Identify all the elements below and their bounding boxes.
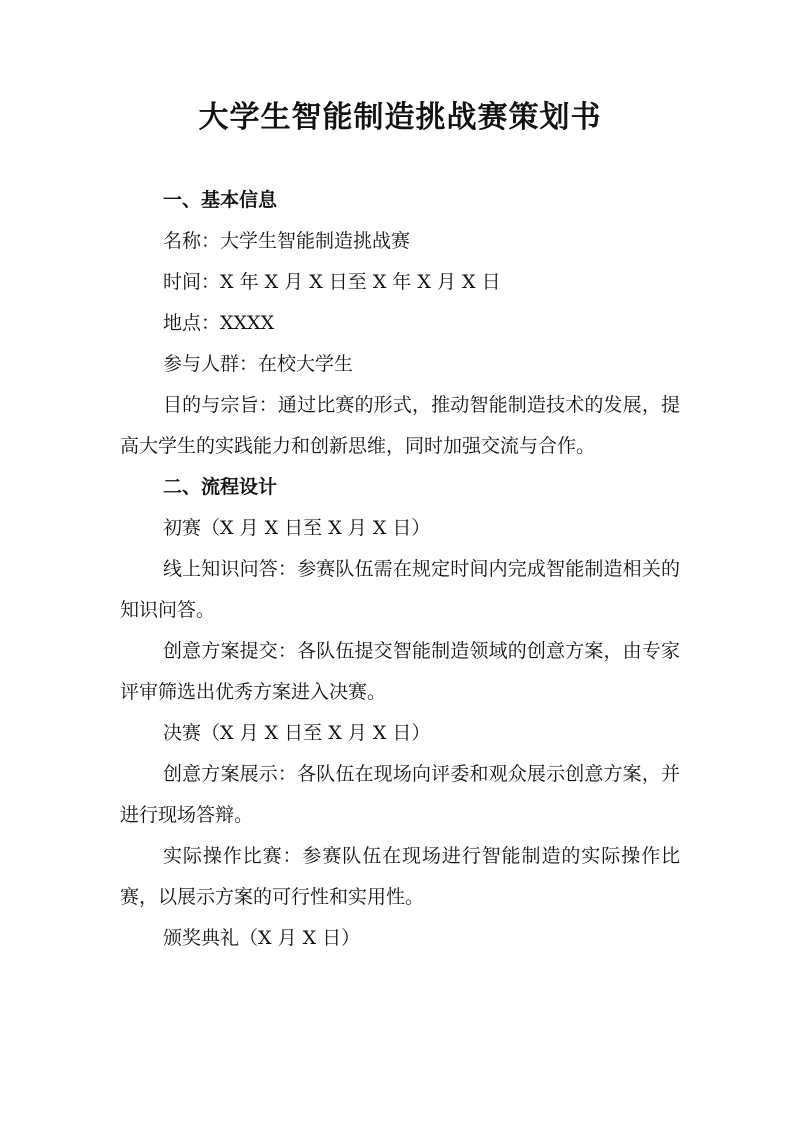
stage-final-operation: 实际操作比赛：参赛队伍在现场进行智能制造的实际操作比赛，以展示方案的可行性和实用性。 — [120, 845, 680, 908]
stage-preliminary-title: 初赛（X 月 X 日至 X 月 X 日） — [163, 517, 431, 539]
info-time: 时间：X 年 X 月 X 日至 X 年 X 月 X 日 — [163, 271, 501, 293]
stage-preliminary-proposal: 创意方案提交：各队伍提交智能制造领域的创意方案，由专家评审筛选出优秀方案进入决赛。 — [120, 640, 680, 703]
info-name: 名称：大学生智能制造挑战赛 — [163, 230, 411, 252]
document-title: 大学生智能制造挑战赛策划书 — [198, 100, 602, 135]
info-location: 地点：XXXX — [163, 312, 275, 334]
info-participants: 参与人群：在校大学生 — [163, 353, 354, 375]
section-heading-process: 二、流程设计 — [163, 476, 278, 498]
stage-preliminary-quiz: 线上知识问答：参赛队伍需在规定时间内完成智能制造相关的知识问答。 — [120, 558, 680, 621]
info-purpose: 目的与宗旨：通过比赛的形式，推动智能制造技术的发展，提高大学生的实践能力和创新思维，同时加强交流与合作。 — [120, 394, 680, 457]
document-body — [120, 180, 680, 959]
stage-final-title: 决赛（X 月 X 日至 X 月 X 日） — [163, 722, 431, 744]
stage-final-presentation: 创意方案展示：各队伍在现场向评委和观众展示创意方案，并进行现场答辩。 — [120, 763, 680, 826]
stage-award-title: 颁奖典礼（X 月 X 日） — [163, 927, 361, 949]
section-heading-basic-info: 一、基本信息 — [163, 189, 278, 211]
